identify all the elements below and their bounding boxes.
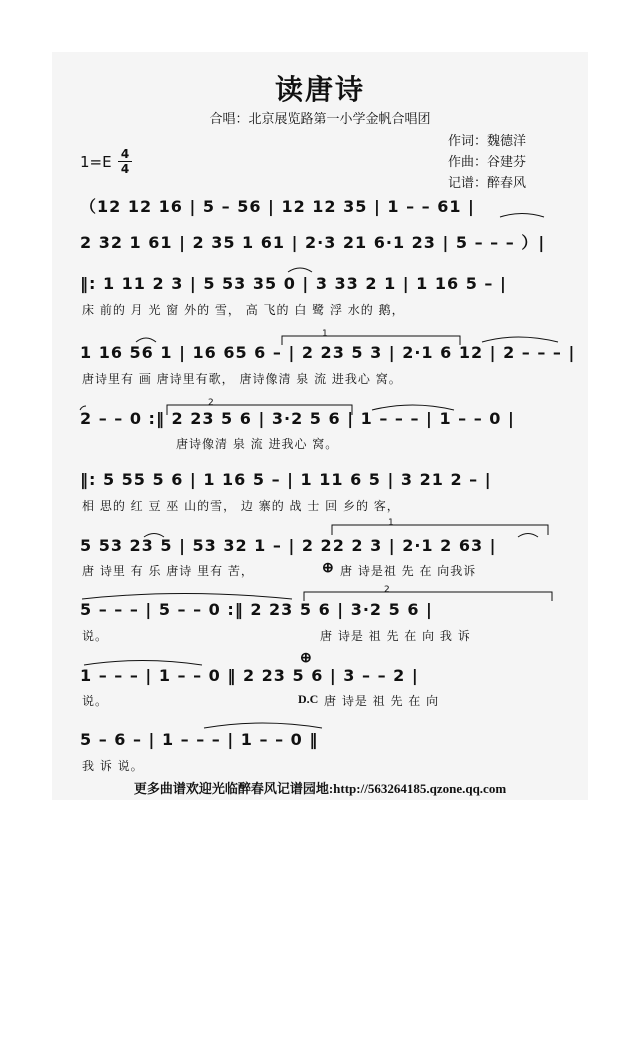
lyric-line-repeat: 唐 诗是祖 先 在 向我诉 — [340, 564, 477, 578]
slur-mark — [288, 268, 312, 272]
slur-mark — [84, 661, 202, 666]
notation-line: ‖: 5 55 5 6 | 1 16 5 – | 1 11 6 5 | 3 21 2 – | — [80, 470, 492, 489]
slur-mark — [204, 723, 322, 728]
lyric-line-repeat: 唐 诗是 祖 先 在 向 — [324, 694, 440, 708]
volta-number-first: 1 — [322, 329, 328, 339]
lyric-line: 相 思的 红 豆 巫 山的雪， 边 寨的 战 士 回 乡的 客， — [82, 499, 400, 513]
volta-number-second: 2 — [384, 585, 390, 595]
transcriber-credit: 记谱：醉春风 — [448, 176, 527, 191]
lyric-line: 唐 诗里 有 乐 唐诗 里有 苦， — [82, 564, 254, 578]
lyric-line: 说。 — [82, 694, 109, 708]
notation-line: 2 – – 0 :‖ 2 23 5 6 | 3·2 5 6 | 1 – – – | 1 – – 0 | — [80, 409, 515, 428]
notation-line: 1 16 56 1 | 16 65 6 – | 2 23 5 3 | 2·1 6 12 | 2 – – – | — [80, 343, 576, 362]
slur-mark — [518, 534, 538, 538]
lyric-line-repeat: 唐 诗是 祖 先 在 向 我 诉 — [320, 629, 471, 643]
key-signature: 1=E — [80, 153, 112, 171]
notation-line: ‖: 1 11 2 3 | 5 53 35 0 | 3 33 2 1 | 1 16 5 – | — [80, 274, 507, 293]
lyric-line: 唐诗里有 画 唐诗里有歌， 唐诗像清 泉 流 进我心 窝。 — [82, 372, 402, 386]
notation-line: （12 12 16 | 5 – 56 | 12 12 35 | 1 – – 61 | — [80, 197, 475, 216]
composer-credit: 作曲：谷建芬 — [448, 155, 527, 170]
slur-mark — [482, 337, 558, 342]
page-title: 读唐诗 — [274, 73, 365, 106]
time-signature-bottom: 4 — [120, 162, 130, 176]
lyric-line: 我 诉 说。 — [82, 759, 144, 773]
footer-note: 更多曲谱欢迎光临醉春风记谱园地:http://563264185.qzone.qq.com — [133, 781, 507, 796]
da-capo-marker: D.C — [298, 692, 319, 706]
lyric-line: 说。 — [82, 629, 109, 643]
lyricist-credit: 作词：魏德洋 — [448, 134, 527, 149]
volta-number-second: 2 — [208, 398, 214, 408]
notation-line: 2 32 1 61 | 2 35 1 61 | 2·3 21 6·1 23 | 5 – – – ）| — [80, 233, 546, 252]
slur-mark — [82, 594, 292, 600]
lyric-line: 床 前的 月 光 窗 外的 雪， 高 飞的 白 鹭 浮 水的 鹅， — [82, 303, 405, 317]
performer-subtitle: 合唱：北京展览路第一小学金帆合唱团 — [209, 112, 431, 127]
lyric-line: 唐诗像清 泉 流 进我心 窝。 — [176, 437, 339, 451]
score-sheet — [52, 52, 588, 800]
notation-line: 1 – – – | 1 – – 0 ‖ 2 23 5 6 | 3 – – 2 | — [80, 666, 419, 685]
notation-line: 5 – – – | 5 – – 0 :‖ 2 23 5 6 | 3·2 5 6 | — [80, 600, 433, 619]
slur-mark — [136, 338, 156, 342]
notation-line: 5 – 6 – | 1 – – – | 1 – – 0 ‖ — [80, 730, 319, 749]
time-signature-top: 4 — [120, 147, 130, 161]
time-signature — [118, 148, 132, 175]
slur-mark — [500, 214, 544, 218]
volta-number-first: 1 — [388, 518, 394, 528]
notation-line: 5 53 23 5 | 53 32 1 – | 2 22 2 3 | 2·1 2 63 | — [80, 536, 497, 555]
coda-sign-icon: ⊕ — [300, 651, 312, 666]
volta-bracket-1 — [332, 525, 548, 535]
coda-sign-icon: ⊕ — [322, 561, 334, 576]
